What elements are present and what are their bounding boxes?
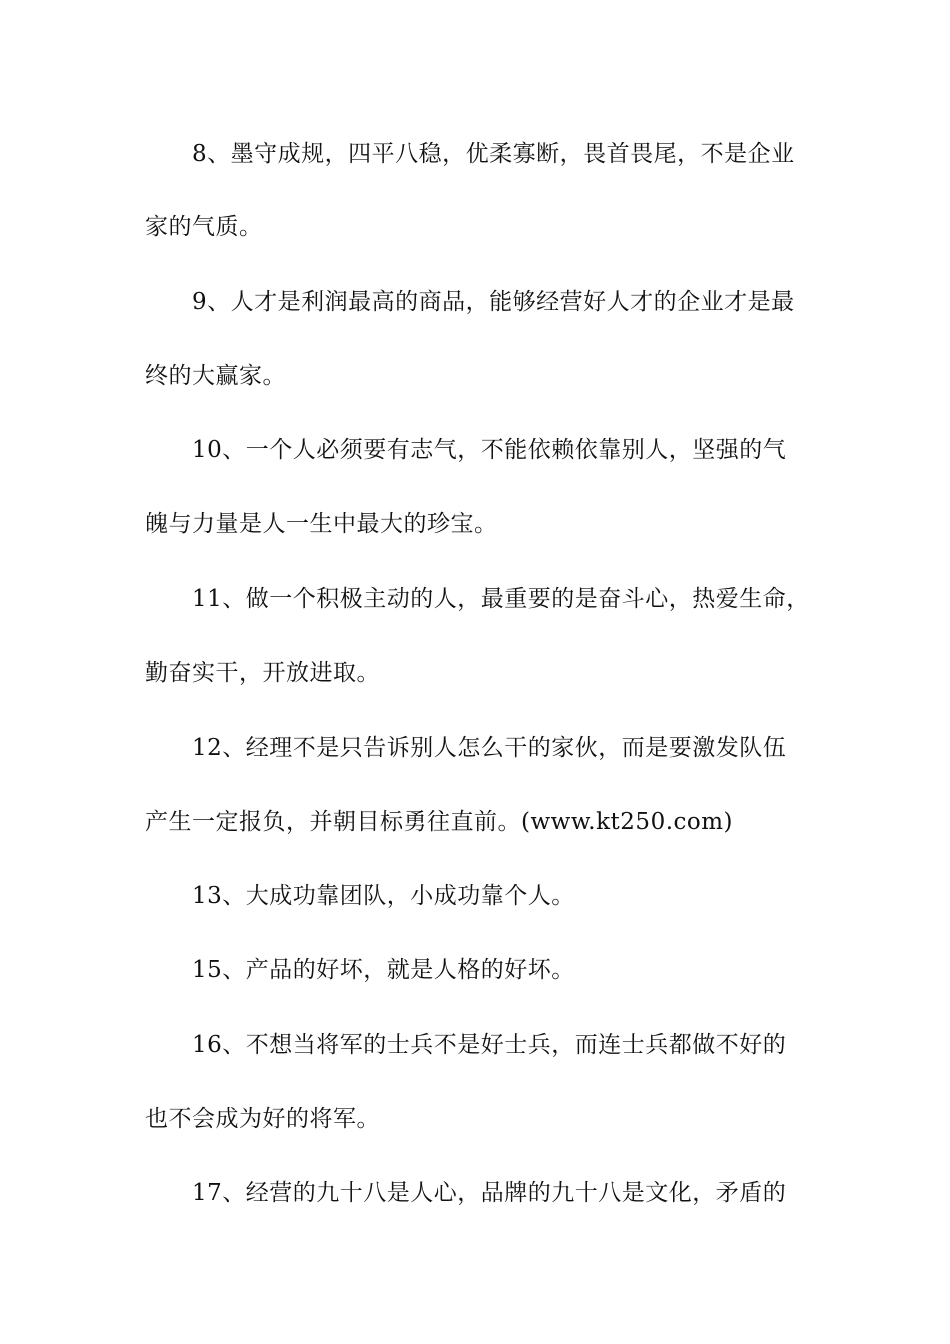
quote-12-line-1: 12、经理不是只告诉别人怎么干的家伙，而是要激发队伍 [192, 735, 787, 761]
quote-11-line-2: 勤奋实干，开放进取。 [145, 660, 380, 686]
quote-11-line-1: 11、做一个积极主动的人，最重要的是奋斗心，热爱生命， [192, 586, 810, 612]
quote-12-line-2: 产生一定报负，并朝目标勇往直前。(www.kt250.com) [145, 809, 734, 835]
quote-17-line-1: 17、经营的九十八是人心，品牌的九十八是文化，矛盾的 [192, 1180, 787, 1206]
quote-8-line-2: 家的气质。 [145, 214, 263, 240]
quote-9-line-2: 终的大赢家。 [145, 363, 286, 389]
quote-16-line-1: 16、不想当将军的士兵不是好士兵，而连士兵都做不好的 [192, 1032, 787, 1058]
quote-8-line-1: 8、墨守成规，四平八稳，优柔寡断，畏首畏尾，不是企业 [192, 141, 795, 167]
quote-10-line-2: 魄与力量是人一生中最大的珍宝。 [145, 511, 498, 537]
quote-16-line-2: 也不会成为好的将军。 [145, 1106, 380, 1132]
quote-13-line-1: 13、大成功靠团队，小成功靠个人。 [192, 883, 575, 909]
quote-9-line-1: 9、人才是利润最高的商品，能够经营好人才的企业才是最 [192, 289, 795, 315]
quote-15-line-1: 15、产品的好坏，就是人格的好坏。 [192, 957, 575, 983]
quote-10-line-1: 10、一个人必须要有志气，不能依赖依靠别人，坚强的气 [192, 437, 787, 463]
